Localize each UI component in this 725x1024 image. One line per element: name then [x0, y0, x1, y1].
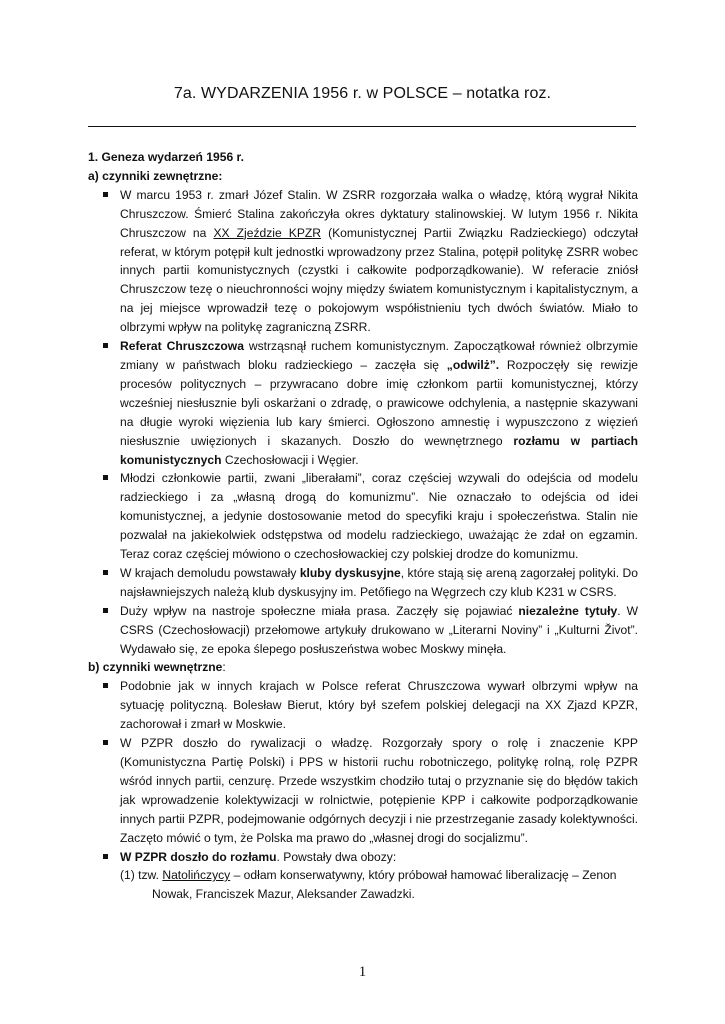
document-title: 7a. WYDARZENIA 1956 r. w POLSCE – notatka roz. [173, 85, 552, 102]
text-run: , które stają się areną zagorzałej polityki. Do najsławniejszych należą klub dyskusyjny im. Petőfiego na Węgrzech czy klub K231 w CSRS. [120, 565, 638, 599]
list-item [88, 848, 638, 867]
text-run: (Komunistycznej Partii Związku Radzieckiego) odczytał referat, w którym potępił kult jednostki wprowadzony przez Stalina, potępił politykę ZSRR wobec innych partii komunistycznych (czystki i całkowite podporządkowanie). W referacie zniósł Chruszczow tezę o nieuchronności wojny między światem komunistycznym i kapitalistycznym, a na jej miejsce wprowadził tezę o pokojowym współistnieniu tych dwóch światów. Miało to olbrzymi wpływ na politykę zagraniczną ZSRR. [120, 225, 638, 335]
bold-text: Referat Chruszczowa [120, 339, 244, 354]
subsection-heading-internal [88, 658, 638, 677]
underlined-text: XX Zjeździe KPZR [213, 225, 322, 240]
text-run: tzw. [134, 868, 163, 883]
section-heading: 1. Geneza wydarzeń 1956 r. [88, 150, 244, 164]
text-run: wstrząsnął ruchem komunistycznym. Zapoczątkował również olbrzymie zmiany w państwach bloku radzieckiego – zaczęła się [120, 339, 638, 372]
text-run: Podobnie jak w innych krajach w Polsce referat Chruszczowa wywarł olbrzymi wpływ na sytuację polityczną. Bolesław Bierut, który był szefem polskiej delegacji na XX Zjazd KPZR, zachorował i zmarł w Moskwie. [120, 679, 638, 732]
text-run: Młodzi członkowie partii, zwani „liberałami”, coraz częściej wzywali do odejścia od modelu radzieckiego i za „własną drogą do komunizmu”. Nie oznaczało to odejścia od idei komunistycznej, a jedynie dostosowanie metod do specyfiki kraju i społeczeństwa. Stalin nie pozwalał na jakiekolwiek odstępstwa od modelu radzieckiego, uważając że zdał on egzamin. Teraz coraz częściej mówiono o czechosłowackiej czy polskiej drodze do komunizmu. [120, 471, 638, 562]
text-run: : [222, 660, 226, 675]
numbered-sublist [88, 866, 638, 904]
text-run: . W CSRS (Czechosłowacji) przełomowe artykuły drukowano w „Literarni Noviny” i „Kulturni Život”. Wydawało się, ze epoka ślepego posłuszeństwa wobec Moskwy minęła. [120, 603, 638, 656]
subsection-heading-external: a) czynniki zewnętrzne: [88, 168, 223, 183]
list-item [88, 564, 638, 602]
page-number: 1 [358, 964, 367, 980]
text-run: . Powstały dwa obozy: [276, 849, 397, 864]
list-item [88, 337, 638, 469]
title-underline-rule [88, 126, 636, 127]
bold-text: kluby dyskusyjne [299, 565, 401, 580]
underlined-text: Natolińczycy [162, 868, 231, 883]
text-run: W PZPR doszło do rywalizacji o władzę. Rozgorzały spory o rolę i znaczenie KPP (Komunistyczna Partię Polski) i PPS w historii ruchu robotniczego, politykę rolną, rolę PZPR wśród innych partii, cenzurę. Przede wszystkim chodziło tutaj o przyznanie się do błędów takich jak wprowadzenie kolektywizacji w rolnictwie, potępienie KPP i całkowite podporządkowanie innych partii PZPR, podejmowanie odgórnych decyzji i nie przestrzeganie zasady kolektywności. Zaczęto mówić o tym, że Polska ma prawo do „własnej drogi do socjalizmu”. [120, 736, 638, 845]
item-number: (1) [120, 868, 135, 883]
document-body [88, 148, 638, 904]
list-item [88, 602, 638, 659]
list-item [88, 677, 638, 734]
text-run: Czechosłowacji i Węgier. [221, 452, 359, 467]
bold-text: niezależne tytuły [518, 603, 618, 618]
list-item [88, 469, 638, 564]
text-run: – odłam konserwatywny, który próbował hamować liberalizację – Zenon Nowak, Franciszek Mazur, Aleksander Zawadzki. [152, 868, 617, 902]
bold-text: „odwilż”. [446, 357, 500, 372]
numbered-item [120, 866, 638, 904]
external-factors-list [88, 186, 638, 659]
list-item [88, 186, 638, 337]
internal-factors-list [88, 677, 638, 866]
bold-text: b) czynniki wewnętrzne [88, 660, 223, 675]
bold-text: rozłamu w partiach komunistycznych [120, 433, 638, 467]
text-run: Duży wpływ na nastroje społeczne miała prasa. Zaczęły się pojawiać [120, 603, 519, 618]
list-item [88, 734, 638, 847]
text-run: Rozpoczęły się rewizje procesów politycznych – przywracano dobre imię członkom partii komunistycznej, którzy wcześniej niesłusznie byli oskarżani o zdradę, o prawicowe odchylenia, a następnie skazywani na długie wyroki więzienia lub kary śmierci. Ogłoszono amnestię i wypuszczono z więzień niesłusznie uwięzionych i skazanych. Doszło do wewnętrznego [120, 357, 638, 448]
text-run: W krajach demoludu powstawały [120, 565, 300, 580]
bold-text: W PZPR doszło do rozłamu [120, 849, 277, 864]
text-run: W marcu 1953 r. zmarł Józef Stalin. W ZSRR rozgorzała walka o władzę, którą wygrał Nikita Chruszczow. Śmierć Stalina zakończyła okres dyktatury stalinowskiej. W lutym 1956 r. Nikita Chruszczow na [120, 187, 638, 240]
